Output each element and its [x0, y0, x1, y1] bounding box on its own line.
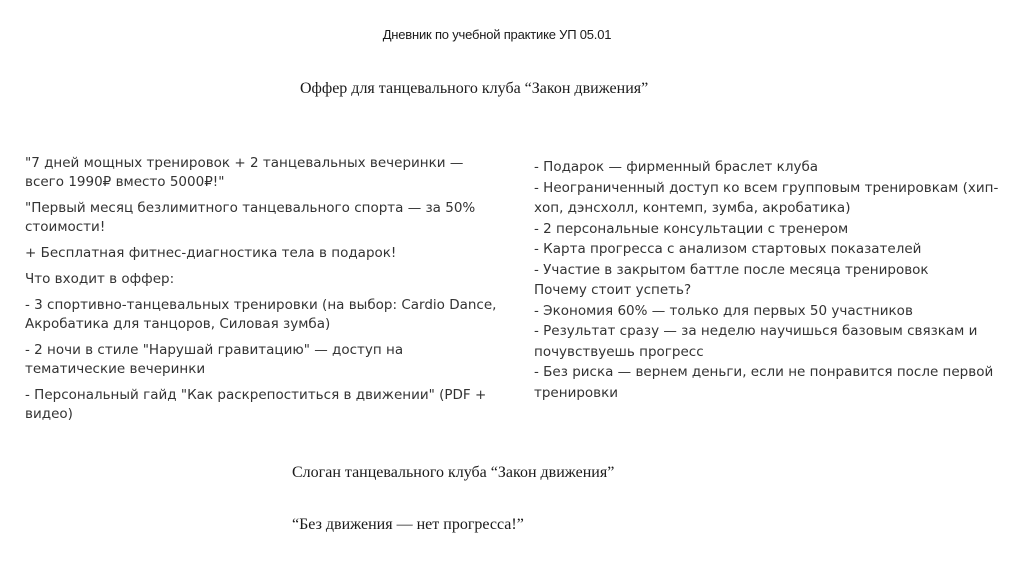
offer-paragraph: "7 дней мощных тренировок + 2 танцевальных вечеринки — всего 1990₽ вместо 5000₽!"	[25, 155, 464, 190]
offer-paragraph: - Персональный гайд "Как раскрепоститься в движении" (PDF + видео)	[25, 387, 487, 422]
offer-paragraph: + Бесплатная фитнес-диагностика тела в подарок!	[25, 245, 397, 261]
offer-paragraph: "Первый месяц безлимитного танцевального спорта — за 50% стоимости!	[25, 200, 476, 235]
offer-list-item: - Без риска — вернем деньги, если не понравится после первой тренировки	[534, 364, 994, 401]
slogan-text: “Без движения — нет прогресса!”	[292, 516, 524, 533]
offer-left-column	[25, 154, 505, 431]
slogan-heading: Слоган танцевального клуба “Закон движения”	[292, 464, 615, 481]
offer-heading: Оффер для танцевального клуба “Закон движения”	[300, 80, 649, 97]
offer-list-item: - Подарок — фирменный браслет клуба	[534, 159, 819, 175]
offer-subheading: Почему стоит успеть?	[534, 282, 692, 298]
offer-list-item: - Участие в закрытом баттле после месяца тренировок	[534, 261, 929, 278]
offer-list-item: - Карта прогресса с анализом стартовых показателей	[534, 241, 922, 257]
offer-list-item: - 2 персональные консультации с тренером	[534, 220, 849, 237]
offer-paragraph: - 2 ночи в стиле "Нарушай гравитацию" — доступ на тематические вечеринки	[25, 342, 404, 377]
offer-list-item: - Экономия 60% — только для первых 50 участников	[534, 302, 913, 319]
offer-list-item: - Результат сразу — за неделю научишься базовым связкам и почувствуешь прогресс	[534, 323, 978, 360]
offer-paragraph: Что входит в оффер:	[25, 271, 175, 287]
document-title: Дневник по учебной практике УП 05.01	[382, 27, 612, 42]
offer-paragraph: - 3 спортивно-танцевальных тренировки (на выбор: Cardio Dance, Акробатика для танцоров, Силовая зумба)	[25, 297, 497, 332]
offer-right-column	[534, 157, 1014, 403]
offer-list-item: - Неограниченный доступ ко всем групповым тренировкам (хип-хоп, дэнсхолл, контемп, зумба, акробатика)	[534, 179, 999, 216]
